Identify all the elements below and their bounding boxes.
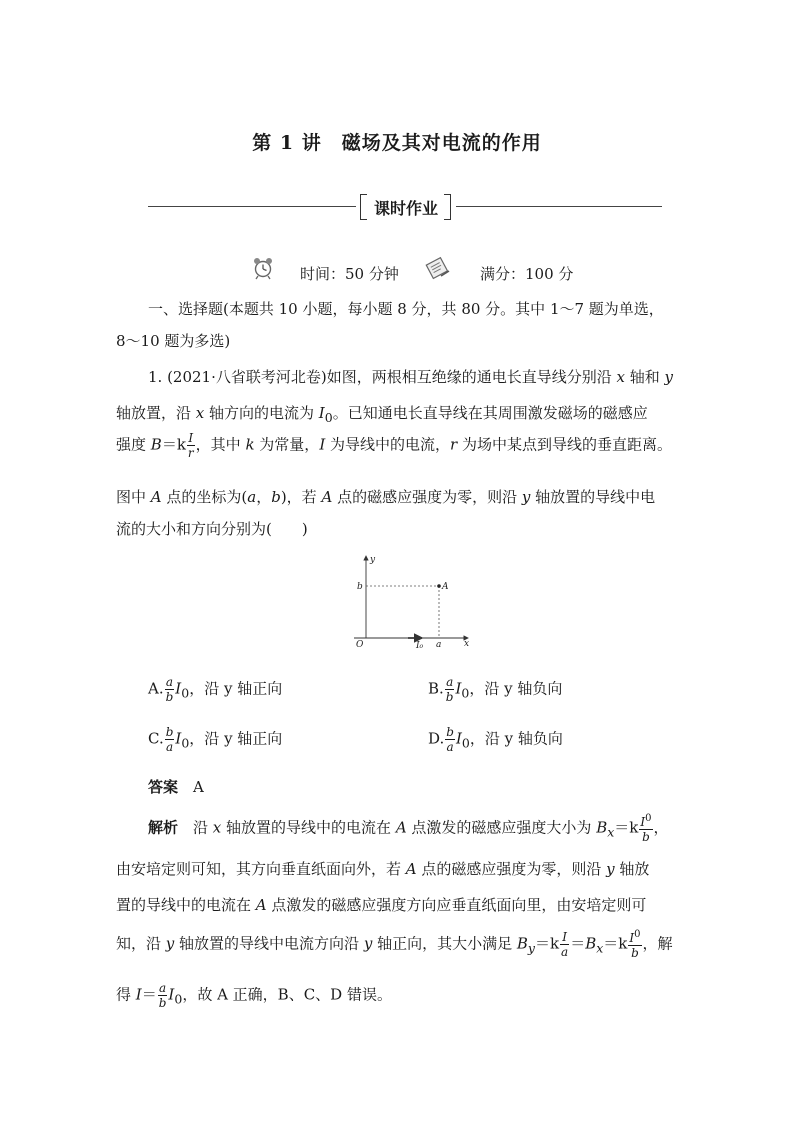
- instructions-line-2: 8～10 题为多选): [116, 332, 231, 350]
- coordinate-figure: [350, 550, 476, 650]
- y-axis-label: y: [370, 555, 376, 565]
- question-1-line-2: 轴放置，沿 x 轴方向的电流为 $I_0$。已知通电长直导线在其周围激发磁场的磁感应: [116, 404, 648, 425]
- question-1-line-5: 流的大小和方向分别为( ): [116, 520, 308, 538]
- x-axis-label: x: [464, 639, 470, 649]
- bracket-left: [360, 194, 367, 220]
- point-a-label: A: [442, 582, 449, 592]
- b-label: b: [357, 582, 363, 592]
- a-label: a: [436, 640, 442, 650]
- option-b[interactable]: B. $\frac{a}{b}$ $I_0$，沿 y 轴负向: [428, 675, 563, 704]
- question-1-line-3: 强度 B＝k $\frac{I}{r}$ ，其中 k 为常量，I 为导线中的电流，r 为场中某点到导线的垂直距离。: [116, 431, 672, 460]
- bracket-right: [444, 194, 451, 220]
- answer: 答案 A: [148, 778, 204, 796]
- analysis-line-5: 得 I＝ $\frac{a}{b}$ $I_0$，故 A 正确，B、C、D 错误。: [116, 981, 392, 1010]
- divider-right: [456, 206, 662, 207]
- analysis-line-3: 置的导线中的电流在 A 点激发的磁感应强度方向应垂直纸面向里，由安培定则可: [116, 896, 647, 914]
- origin-label: O: [356, 640, 364, 650]
- analysis-line-4: 知，沿 y 轴放置的导线中电流方向沿 y 轴正向，其大小满足 $B_y=k$ $\frac{I}{a}$ $=B_x=k$ $\frac{I^0}{b}$ ，解: [116, 929, 673, 960]
- point-a: [437, 584, 441, 588]
- time-limit: 时间：50 分钟: [300, 265, 399, 283]
- divider-left: [148, 206, 356, 207]
- option-c[interactable]: C. $\frac{b}{a}$ $I_0$，沿 y 轴正向: [148, 725, 283, 754]
- current-label: I₀: [416, 641, 424, 650]
- option-d[interactable]: D. $\frac{b}{a}$ $I_0$，沿 y 轴负向: [428, 725, 563, 754]
- question-1-line-4: 图中 A 点的坐标为(a，b)，若 A 点的磁感应强度为零，则沿 y 轴放置的导线中电: [116, 488, 656, 506]
- question-1-line-1: 1. (2021·八省联考河北卷)如图，两根相互绝缘的通电长直导线分别沿 x 轴和 y: [148, 368, 673, 386]
- alarm-clock-icon: [252, 256, 274, 280]
- score-paper-icon: [425, 256, 451, 280]
- analysis-line-1: 解析 沿 x 轴放置的导线中的电流在 A 点激发的磁感应强度大小为 $B_x=k$ $\frac{I^0}{b}$ ，: [148, 813, 669, 844]
- analysis-line-2: 由安培定则可知，其方向垂直纸面向外，若 A 点的磁感应强度为零，则沿 y 轴放: [116, 860, 650, 878]
- full-score: 满分：100 分: [480, 265, 574, 283]
- page-title: 第 1 讲 磁场及其对电流的作用: [252, 132, 542, 154]
- option-a[interactable]: A. $\frac{a}{b}$ $I_0$，沿 y 轴正向: [148, 675, 283, 704]
- section-label: 课时作业: [373, 199, 438, 218]
- instructions-line-1: 一、选择题(本题共 10 小题，每小题 8 分，共 80 分。其中 1～7 题为单选，: [148, 300, 664, 318]
